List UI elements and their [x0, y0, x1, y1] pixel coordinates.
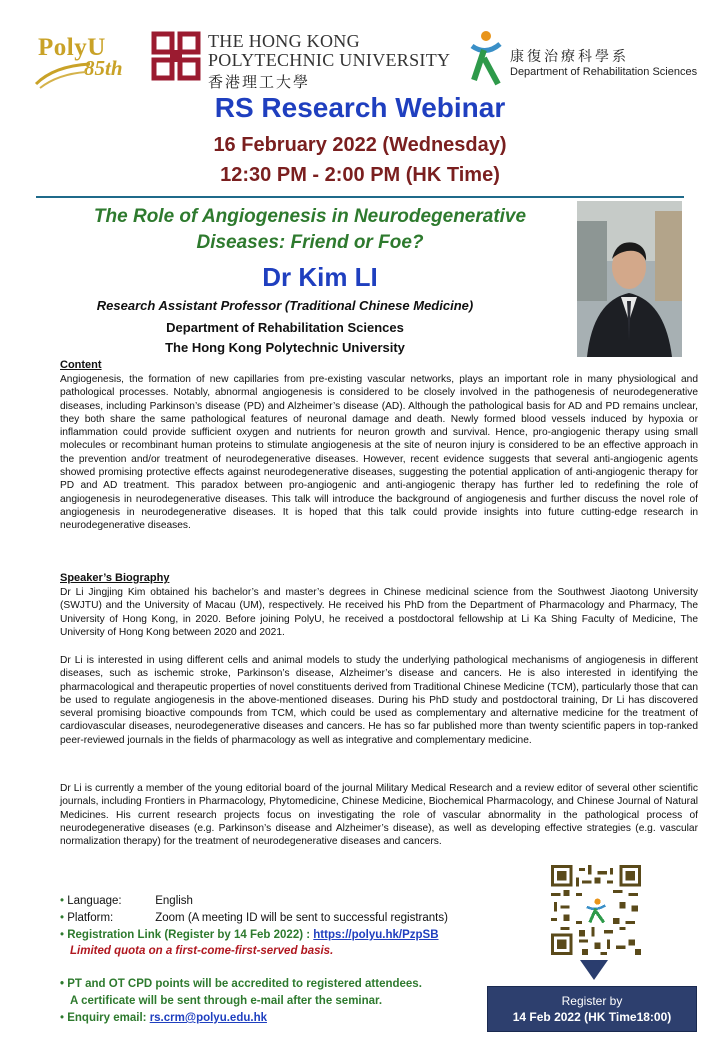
platform-label: Platform:: [67, 912, 114, 924]
quota-note: Limited quota on a first-come-first-served basis.: [70, 945, 334, 957]
university-name-line1: THE HONG KONG: [208, 31, 360, 51]
info-enquiry: [60, 1011, 267, 1026]
register-line-2: 14 Feb 2022 (HK Time18:00): [512, 1010, 672, 1024]
rehab-sciences-logo-icon: [460, 28, 510, 88]
bullet-icon: •: [60, 895, 65, 907]
arrow-down-icon: [580, 960, 608, 980]
talk-title-line2: Diseases: Friend or Foe?: [196, 232, 424, 253]
platform-value: Zoom (A meeting ID will be sent to successful registrants): [155, 912, 448, 924]
webinar-title: RS Research Webinar: [214, 92, 506, 123]
language-label: Language:: [67, 895, 122, 907]
biography-heading: Speaker’s Biography: [60, 572, 170, 584]
talk-title-line1: The Role of Angiogenesis in Neurodegenerative: [93, 206, 527, 227]
biography-para-1: Dr Li Jingjing Kim obtained his bachelor’s and master’s degrees in Chinese medicinal science from the Southwest Jiaotong University (SWJTU) and the University of Macau (UM), respectively. He received his PhD from the Department of Pharmacology and Pharmacy, The University of Hong Kong, in 2020. Before joining PolyU, he received a postdoctoral fellowship at Li Ka Shing Faculty of Medicine, The University of Hong Kong between 2020 and 2021.: [60, 587, 698, 638]
divider: [36, 196, 684, 198]
info-cpd: [60, 977, 422, 992]
registration-link[interactable]: https://polyu.hk/PzpSB: [313, 929, 439, 941]
bullet-icon: •: [60, 978, 65, 990]
biography-para-3: Dr Li is currently a member of the young editorial board of the journal Military Medical Research and a review editor of several other scientific journals, including Frontiers in Pharmacology, Phytomedicine, Chinese Medicine, Biochemical Pharmacology, and Chinese Journal of Natural Medicines. His current research projects focus on investigating the role of vascular abnormality in the pathological process of neurodegenerative diseases (e.g. Parkinson’s disease and Alzheimer’s disease), as well as developing effective strategies (e.g. vascular normalization therapy) for the treatment of neurodegenerative diseases and cancers.: [60, 783, 698, 848]
info-platform: [60, 911, 448, 926]
polyu85-years: 85th: [84, 56, 123, 80]
enquiry-email-link[interactable]: rs.crm@polyu.edu.hk: [149, 1012, 267, 1024]
info-language: [60, 894, 193, 909]
qr-code-icon[interactable]: [551, 865, 641, 955]
university-name-line2: POLYTECHNIC UNIVERSITY: [208, 50, 451, 70]
biography-para-2: Dr Li is interested in using different cells and animal models to study the underlying pathological mechanisms of angiogenesis in different diseases, such as ischemic stroke, Parkinson’s disease, Alzheimer’s disease and cancers. He is also interested in identifying the pharmacological and therapeutic properties of novel constituents derived from Traditional Chinese Medicine (TCM), particularly those that can be used to regulate angiogenesis in the above-mentioned diseases. During his PhD study and postdoctoral training, Dr Li has discovered several promising bioactive compounds from TCM, which could be used as complementary and alternative medicine for the treatment of cardiovascular diseases, neurodegenerative diseases and cancers. He has so far published more than twenty scientific papers in top-ranked peer-reviewed journals in the fields of pharmacology as well as integrative and complementary medicine.: [60, 655, 698, 746]
department-name-en: Department of Rehabilitation Sciences: [510, 66, 698, 78]
department-name-zh: 康復治療科學系: [510, 48, 629, 64]
polyu-85th-logo: [34, 30, 144, 90]
swoosh-icon: [34, 60, 94, 90]
cpd-line-2: A certificate will be sent through e-mail after the seminar.: [70, 995, 383, 1007]
cpd-line-1: PT and OT CPD points will be accredited to registered attendees.: [67, 978, 422, 990]
info-registration: [60, 928, 439, 943]
bullet-icon: •: [60, 912, 65, 924]
content-heading: Content: [60, 359, 102, 371]
speaker-photo: [577, 201, 682, 357]
register-line-1: Register by: [561, 994, 623, 1008]
event-date: 16 February 2022 (Wednesday): [213, 134, 507, 156]
polyu85-brand: PolyU: [38, 34, 106, 61]
event-time: 12:30 PM - 2:00 PM (HK Time): [220, 164, 500, 186]
registration-label: Registration Link (Register by 14 Feb 2022) :: [67, 929, 311, 941]
speaker-position: Research Assistant Professor (Traditional Chinese Medicine): [96, 298, 474, 313]
speaker-university: The Hong Kong Polytechnic University: [165, 340, 405, 355]
talk-title: [40, 204, 580, 256]
enquiry-label: Enquiry email:: [67, 1012, 147, 1024]
speaker-name: Dr Kim LI: [262, 262, 378, 292]
language-value: English: [155, 895, 193, 907]
polyu-emblem-icon: [150, 30, 202, 82]
university-name-zh: 香港理工大學: [208, 74, 311, 91]
university-name-en: [208, 32, 450, 70]
speaker-department: Department of Rehabilitation Sciences: [166, 320, 404, 335]
content-text: Angiogenesis, the formation of new capillaries from pre-existing vascular networks, plays an important role in many physiological and pathological processes. Notably, abnormal angiogenesis is considered to be closely involved in the pathogenesis of neurodegenerative diseases, including Parkinson’s disease (PD) and Alzheimer’s disease (AD). Although the pathological basis for AD and PD remains unclear, they both share the same pathological features of neuronal damage and death. Newly formed blood vessels induced by hypoxia or inflammation could provide sufficient oxygen and nutrients for neuron growth and survival. Hence, pro-angiogenic therapy using small molecules or recombinant human proteins to stimulate angiogenesis at the site of neuron injury is considered to be an effective approach in the prevention and/or treatment of neurodegenerative diseases. However, recent evidence suggests that several anti-angiogenic agents showed promising protective effects against neurodegenerative diseases, suggesting the potential application of anti-angiogenic therapy for PD and AD treatment. This paradox between pro-angiogenic and anti-angiogenic therapy has further led to redefining the role of angiogenesis in neurodegenerative diseases. This talk will introduce the background of angiogenesis and further discuss the novel role of angiogenesis in neurodegenerative diseases. It is hoped that this talk could provide insights into future cutting-edge research in neurodegenerative diseases.: [60, 374, 698, 532]
bullet-icon: •: [60, 929, 65, 941]
bullet-icon: •: [60, 1012, 65, 1024]
register-deadline-box: [487, 986, 697, 1032]
